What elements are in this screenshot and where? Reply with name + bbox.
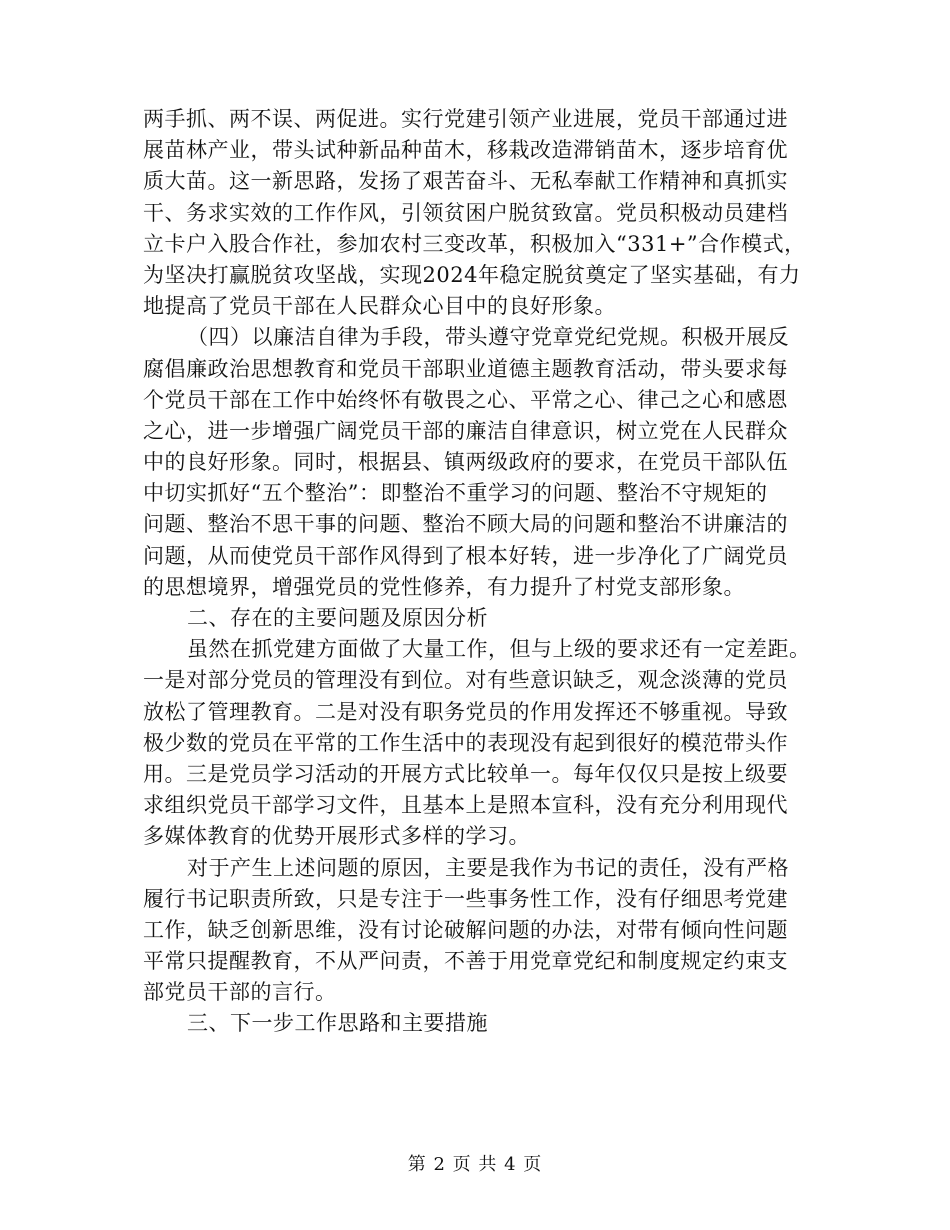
text-line: 工作，缺乏创新思维，没有讨论破解问题的办法，对带有倾向性问题 bbox=[143, 917, 788, 942]
text-line: 立卡户入股合作社，参加农村三变改革，积极加入“331+”合作模式， bbox=[143, 231, 806, 256]
text-line: 展苗林产业，带头试种新品种苗木，移栽改造滞销苗木，逐步培育优 bbox=[143, 138, 788, 163]
text-line: 问题、整治不思干事的问题、整治不顾大局的问题和整治不讲廉洁的 bbox=[143, 512, 788, 537]
text-line: 二、存在的主要问题及原因分析 bbox=[187, 606, 488, 630]
text-line: 问题，从而使党员干部作风得到了根本好转，进一步净化了广阔党员 bbox=[143, 543, 788, 568]
text-line: 用。三是党员学习活动的开展方式比较单一。每年仅仅只是按上级要 bbox=[143, 761, 788, 786]
text-line: 个党员干部在工作中始终怀有敬畏之心、平常之心、律己之心和感恩 bbox=[143, 387, 788, 412]
text-line: 质大苗。这一新思路，发扬了艰苦奋斗、无私奉献工作精神和真抓实 bbox=[143, 169, 788, 194]
text-line: 中切实抓好“五个整治”：即整治不重学习的问题、整治不守规矩的 bbox=[143, 481, 768, 506]
document-body bbox=[143, 104, 811, 1040]
page-footer bbox=[0, 1153, 950, 1177]
text-line: 的思想境界，增强党员的党性修养，有力提升了村党支部形象。 bbox=[143, 574, 745, 599]
text-line: 地提高了党员干部在人民群众心目中的良好形象。 bbox=[143, 294, 616, 319]
text-line: 极少数的党员在平常的工作生活中的表现没有起到很好的模范带头作 bbox=[143, 730, 788, 755]
text-line: 三、下一步工作思路和主要措施 bbox=[187, 1011, 488, 1036]
text-line: 放松了管理教育。二是对没有职务党员的作用发挥还不够重视。导致 bbox=[143, 699, 788, 724]
page-number-label: 第 2 页 共 4 页 bbox=[407, 1154, 543, 1175]
text-line: 之心，进一步增强广阔党员干部的廉洁自律意识，树立党在人民群众 bbox=[143, 418, 788, 443]
text-line: 对于产生上述问题的原因，主要是我作为书记的责任，没有严格 bbox=[187, 855, 789, 880]
text-line: 多媒体教育的优势开展形式多样的学习。 bbox=[143, 824, 530, 849]
text-line: 腐倡廉政治思想教育和党员干部职业道德主题教育活动，带头要求每 bbox=[143, 356, 788, 381]
text-line: 部党员干部的言行。 bbox=[143, 980, 337, 1005]
text-line: 求组织党员干部学习文件，且基本上是照本宣科，没有充分利用现代 bbox=[143, 793, 788, 818]
text-line: 虽然在抓党建方面做了大量工作，但与上级的要求还有一定差距。 bbox=[187, 637, 811, 662]
text-line: 中的良好形象。同时，根据县、镇两级政府的要求，在党员干部队伍 bbox=[143, 450, 788, 475]
text-line: 平常只提醒教育，不从严问责，不善于用党章党纪和制度规定约束支 bbox=[143, 949, 788, 974]
text-line: 两手抓、两不误、两促进。实行党建引领产业进展，党员干部通过进 bbox=[143, 107, 788, 131]
text-line: 履行书记职责所致，只是专注于一些事务性工作，没有仔细思考党建 bbox=[143, 886, 788, 911]
text-line: 干、务求实效的工作作风，引领贫困户脱贫致富。党员积极动员建档 bbox=[143, 200, 788, 225]
text-line: 一是对部分党员的管理没有到位。对有些意识缺乏，观念淡薄的党员 bbox=[143, 668, 788, 693]
text-line: 为坚决打赢脱贫攻坚战，实现2024年稳定脱贫奠定了坚实基础，有力 bbox=[143, 262, 801, 287]
text-line: （四）以廉洁自律为手段，带头遵守党章党纪党规。积极开展反 bbox=[187, 325, 789, 350]
